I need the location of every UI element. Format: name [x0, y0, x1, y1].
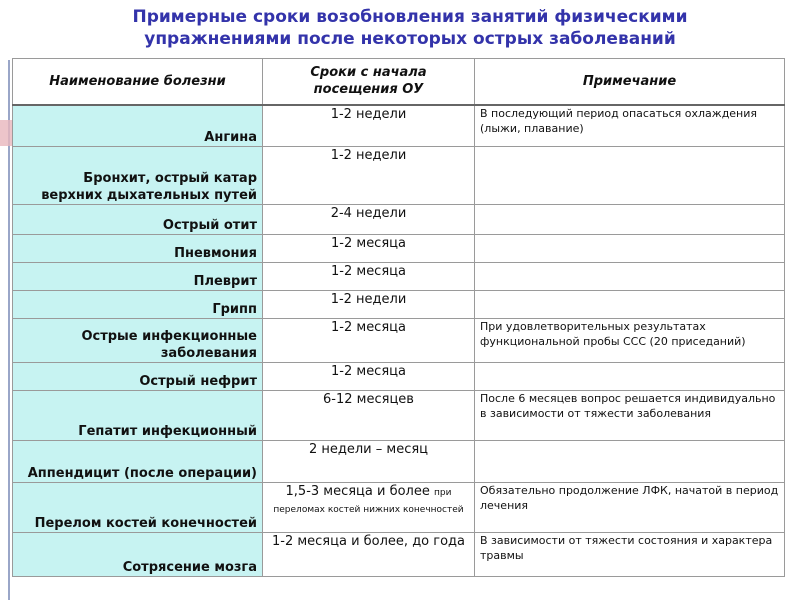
period-text: 1-2 месяца	[331, 264, 406, 279]
disease-cell: Гепатит инфекционный	[13, 391, 263, 441]
period-cell	[263, 263, 475, 291]
title-line-2: упражнениями после некоторых острых заболеваний	[144, 29, 676, 49]
note-cell: При удовлетворительных результатах функциональной пробы ССС (20 приседаний)	[475, 319, 785, 363]
header-period: Сроки с начала посещения ОУ	[263, 59, 475, 105]
period-cell	[263, 235, 475, 263]
table-row	[13, 263, 785, 291]
note-cell	[475, 205, 785, 235]
period-cell	[263, 319, 475, 363]
period-text: 1-2 месяца	[331, 364, 406, 379]
period-text: 1,5-3 месяца и более	[285, 484, 430, 499]
period-text: 1-2 месяца	[331, 320, 406, 335]
period-cell	[263, 205, 475, 235]
table-row	[13, 483, 785, 533]
table-row	[13, 105, 785, 147]
note-cell	[475, 235, 785, 263]
note-cell: В зависимости от тяжести состояния и характера травмы	[475, 533, 785, 577]
period-cell	[263, 533, 475, 577]
disease-cell: Острый отит	[13, 205, 263, 235]
disease-cell: Ангина	[13, 105, 263, 147]
period-text: 6-12 месяцев	[323, 392, 414, 407]
period-text: 2-4 недели	[330, 206, 407, 221]
period-text: 1-2 месяца	[331, 236, 406, 251]
period-cell	[263, 441, 475, 483]
period-cell	[263, 483, 475, 533]
disease-cell: Острые инфекционные заболевания	[13, 319, 263, 363]
disease-cell: Грипп	[13, 291, 263, 319]
table-row	[13, 391, 785, 441]
table-row	[13, 235, 785, 263]
period-cell	[263, 391, 475, 441]
disease-cell: Сотрясение мозга	[13, 533, 263, 577]
table-row	[13, 205, 785, 235]
period-text: 1-2 недели	[330, 148, 407, 163]
recovery-table	[12, 58, 785, 577]
disease-cell: Пневмония	[13, 235, 263, 263]
period-text: 2 недели – месяц	[308, 442, 429, 457]
disease-cell: Острый нефрит	[13, 363, 263, 391]
table-row	[13, 363, 785, 391]
period-text: 1-2 месяца и более, до года	[271, 534, 466, 549]
period-cell	[263, 147, 475, 205]
table-row	[13, 147, 785, 205]
note-cell: Обязательно продолжение ЛФК, начатой в период лечения	[475, 483, 785, 533]
disease-cell: Бронхит, острый катар верхних дыхательных путей	[13, 147, 263, 205]
period-text: 1-2 недели	[330, 106, 407, 122]
title-line-1: Примерные сроки возобновления занятий физическими	[132, 7, 688, 27]
note-cell	[475, 291, 785, 319]
disease-cell: Плеврит	[13, 263, 263, 291]
period-note-small: при переломах костей нижних конечностей	[273, 488, 464, 515]
note-cell: После 6 месяцев вопрос решается индивидуально в зависимости от тяжести заболевания	[475, 391, 785, 441]
period-text: 1-2 недели	[330, 292, 407, 307]
period-cell	[263, 363, 475, 391]
table-row	[13, 291, 785, 319]
table-header-row	[13, 59, 785, 105]
disease-cell: Перелом костей конечностей	[13, 483, 263, 533]
note-cell	[475, 147, 785, 205]
note-cell	[475, 363, 785, 391]
table-row	[13, 533, 785, 577]
period-cell	[263, 105, 475, 147]
page-title	[60, 6, 760, 50]
table-row	[13, 319, 785, 363]
note-cell	[475, 263, 785, 291]
header-note: Примечание	[475, 59, 785, 105]
disease-cell: Аппендицит (после операции)	[13, 441, 263, 483]
note-cell: В последующий период опасаться охлаждения (лыжи, плавание)	[475, 105, 785, 147]
header-disease: Наименование болезни	[13, 59, 263, 105]
period-cell	[263, 291, 475, 319]
table-row	[13, 441, 785, 483]
note-cell	[475, 441, 785, 483]
table-body	[13, 105, 785, 577]
